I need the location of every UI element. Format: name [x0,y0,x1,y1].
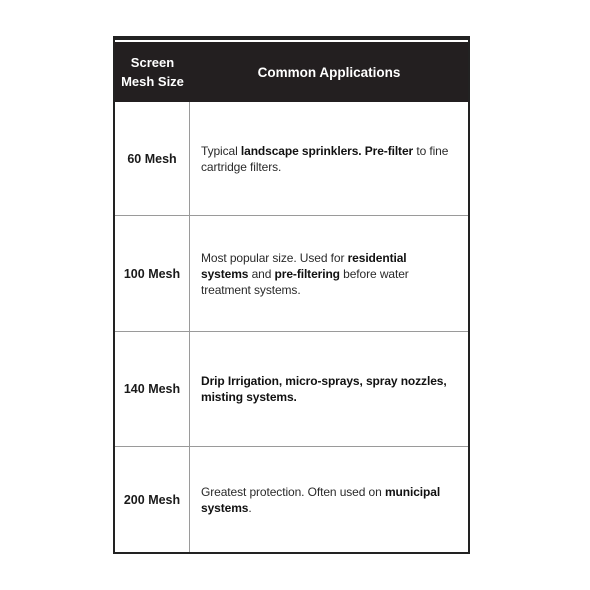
text-segment: before water treatment systems. [201,266,409,297]
applications-cell [190,332,468,446]
table-row [115,216,468,332]
text-segment: to fine cartridge filters. [201,143,449,174]
applications-text [201,250,456,298]
table-row [115,332,468,447]
text-segment: . [248,500,252,515]
header-common-applications: Common Applications [257,64,401,80]
table-row [115,102,468,216]
mesh-size-cell: 100 Mesh [115,216,190,331]
table-row [115,447,468,552]
bold-text-segment: Drip Irrigation, micro-sprays, spray nozzles, misting systems. [201,374,447,404]
applications-cell [190,102,468,215]
text-segment: Most popular size. Used for [201,250,348,265]
mesh-size-table [113,36,470,554]
bold-text-segment: pre-filtering [274,266,340,281]
applications-text [201,484,456,516]
mesh-size-cell: 200 Mesh [115,447,190,552]
text-segment: Greatest protection. Often used on [201,484,385,499]
table-body [115,102,468,552]
applications-text [201,143,456,175]
bold-text-segment: landscape sprinklers. Pre-filter [240,143,414,158]
table-header [115,40,468,102]
applications-cell [190,447,468,552]
bold-text-segment: municipal systems [201,484,441,515]
text-segment: Typical [201,143,241,158]
bold-text-segment: residential systems [201,250,407,281]
applications-cell [190,216,468,331]
mesh-size-cell: 140 Mesh [115,332,190,446]
text-segment: and [248,266,275,281]
header-mesh-size: Screen Mesh Size [121,55,184,89]
mesh-size-cell: 60 Mesh [115,102,190,215]
applications-text [201,373,456,405]
